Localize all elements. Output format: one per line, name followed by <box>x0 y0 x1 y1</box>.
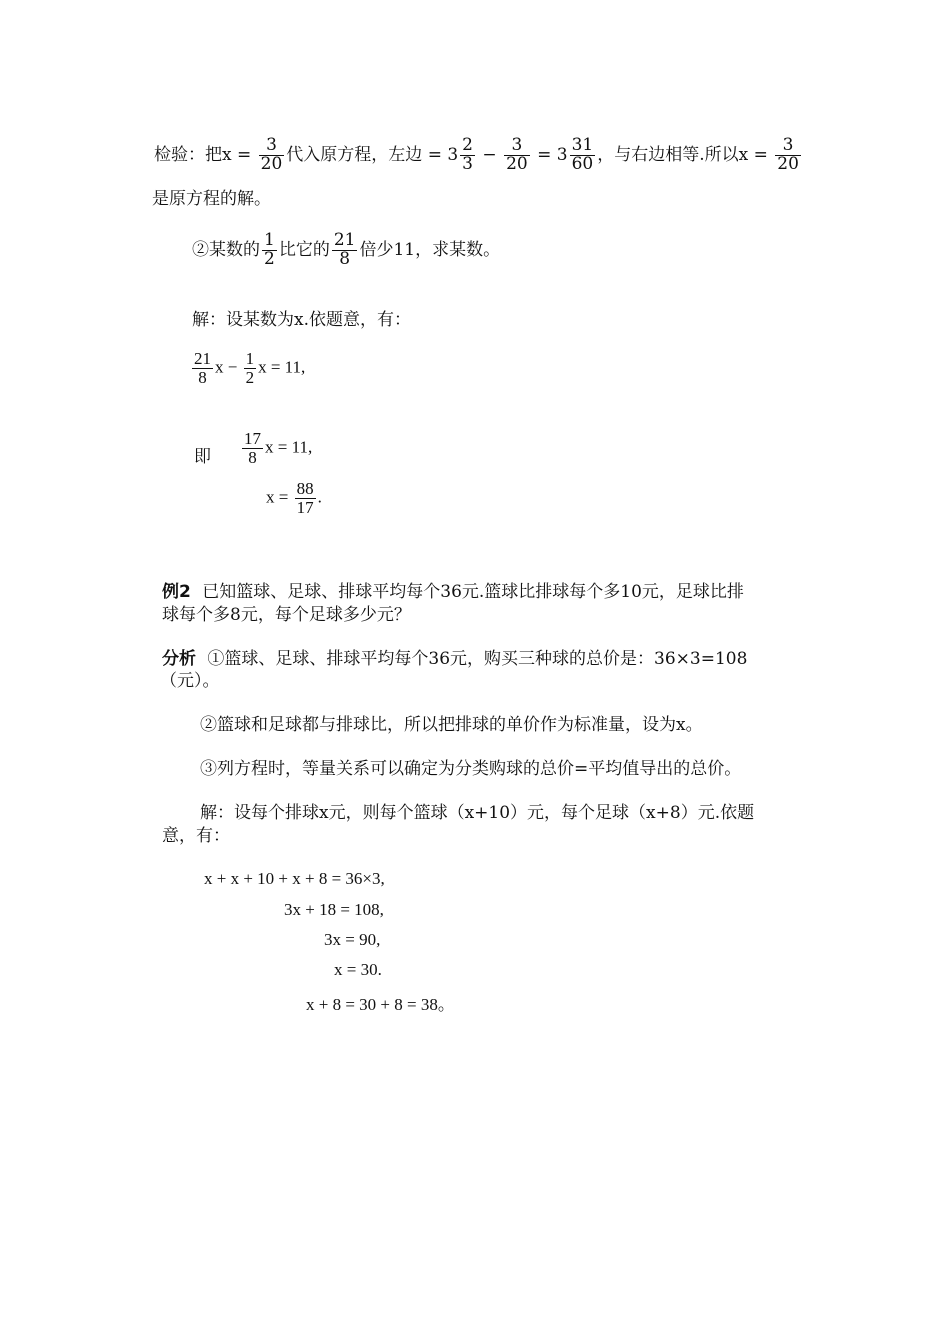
eq-text: x − <box>215 357 238 377</box>
q2-text-1: ②某数的 <box>192 239 260 260</box>
check-text-5: ，与右边相等.所以x = <box>597 144 768 165</box>
equation-1: x + x + 10 + x + 8 = 36×3, <box>204 869 385 888</box>
ji-label: 即 <box>194 447 211 467</box>
fraction: $\frac{1}{2}$ <box>245 349 255 387</box>
check-text-2: 代入原方程，左边 = 3 <box>286 144 459 165</box>
check-line <box>154 137 803 174</box>
equation-2: 3x + 18 = 108, <box>284 900 384 919</box>
equation-3: 3x = 90, <box>324 930 381 949</box>
example-label: 例2 <box>162 582 191 602</box>
example-2-line-1 <box>162 577 744 602</box>
solution-line-1: 解：设每个排球x元，则每个篮球（x+10）元，每个足球（x+8）元.依题 <box>200 803 755 823</box>
fraction: $\frac{1}{2}$ <box>264 230 275 269</box>
fraction: $\frac{88}{17}$ <box>296 479 314 517</box>
fraction: $\frac{31}{60}$ <box>571 135 594 174</box>
question-2 <box>192 232 500 269</box>
minus-sign: − <box>482 144 497 165</box>
equation-4: x = 30. <box>334 960 382 979</box>
equation-5: x + 8 = 30 + 8 = 38。 <box>306 995 455 1014</box>
analysis-label: 分析 <box>162 649 196 669</box>
check-line-2: 是原方程的解。 <box>152 189 271 209</box>
fraction: $\frac{3}{20}$ <box>506 135 528 174</box>
example-2-line-2: 球每个多8元，每个足球多少元？ <box>162 605 411 625</box>
q2-text-3: 倍少11，求某数。 <box>359 239 501 260</box>
fraction: $\frac{3}{20}$ <box>777 135 799 174</box>
fraction: $\frac{17}{8}$ <box>244 429 261 467</box>
analysis-p1-text: ①篮球、足球、排球平均每个36元，购买三种球的总价是：36×3=108 <box>207 649 748 669</box>
solution-2-intro: 解：设某数为x.依题意，有： <box>192 310 411 330</box>
fraction: $\frac{21}{8}$ <box>333 230 356 269</box>
fraction: $\frac{21}{8}$ <box>194 349 211 387</box>
eq-text: x = <box>266 487 289 507</box>
analysis-line-2: （元）。 <box>160 671 220 691</box>
fraction: $\frac{3}{20}$ <box>260 135 283 174</box>
solution-line-2: 意，有： <box>162 826 230 846</box>
example-text-1: 已知篮球、足球、排球平均每个36元.篮球比排球每个多10元，足球比排 <box>202 582 744 602</box>
eq-text: . <box>317 487 322 507</box>
fraction: $\frac{2}{3}$ <box>462 135 473 174</box>
solution-2-eq1 <box>190 350 305 387</box>
solution-2-eq3 <box>266 480 322 517</box>
analysis-line-1 <box>162 644 747 669</box>
eq-text: x = 11, <box>258 357 306 377</box>
check-text-4: = 3 <box>537 144 568 165</box>
solution-2-eq2 <box>240 430 312 467</box>
analysis-p3: ③列方程时，等量关系可以确定为分类购球的总价=平均值导出的总价。 <box>200 759 742 779</box>
check-text-1: 检验：把x = <box>154 144 252 165</box>
analysis-p2: ②篮球和足球都与排球比，所以把排球的单价作为标准量，设为x。 <box>200 715 703 735</box>
q2-text-2: 比它的 <box>278 239 330 260</box>
eq-text: x = 11, <box>265 437 313 457</box>
